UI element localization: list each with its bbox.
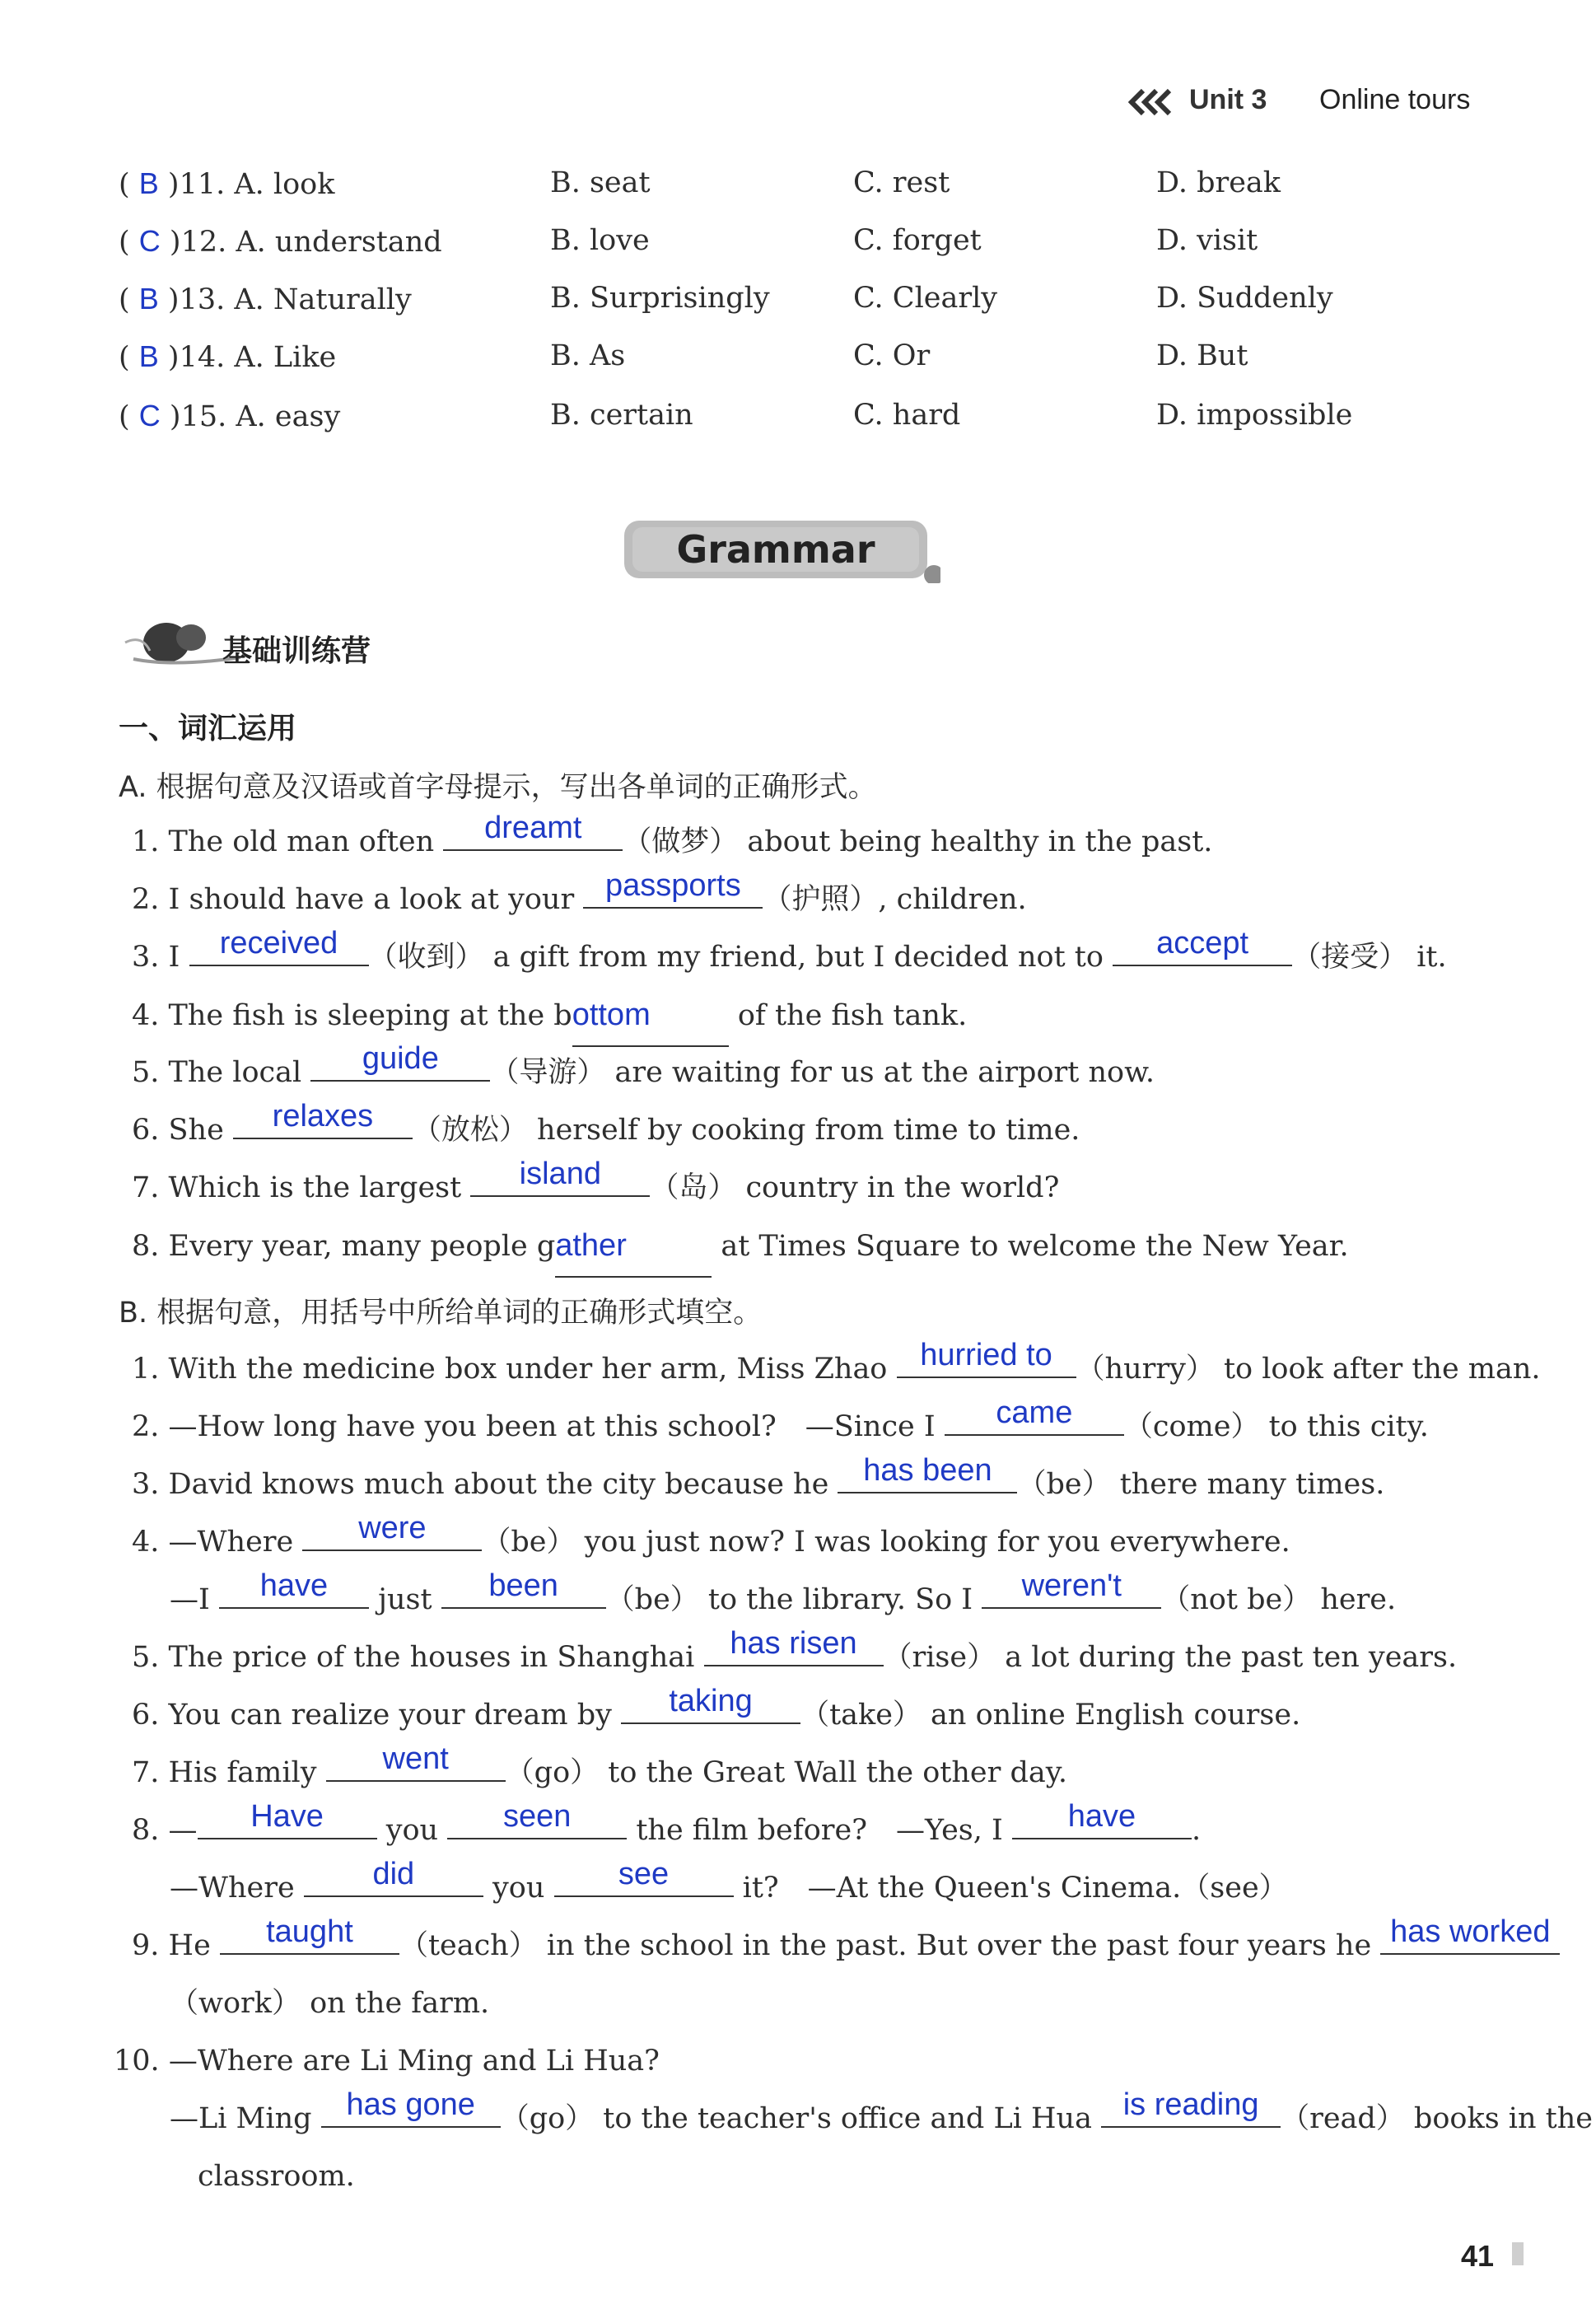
answer-blank (470, 1157, 650, 1197)
question-b6 (132, 1685, 1300, 1745)
answer: have (259, 1568, 329, 1603)
q-text: of the fish tank. (737, 999, 968, 1032)
option-c: C. Clearly (853, 282, 998, 315)
answer-blank (1113, 926, 1292, 966)
q-text: The old man often (168, 825, 435, 858)
q-text: Every year, many people g (168, 1230, 556, 1263)
question-b10-cont: classroom. (198, 2160, 355, 2193)
answer-blank (704, 1626, 884, 1666)
q-text: （hurry） to look after the man. (1076, 1353, 1541, 1386)
q-text: The local (168, 1056, 302, 1089)
mc-number: 14. (179, 341, 226, 374)
option-c: C. forget (853, 224, 982, 257)
answer-blank (310, 1041, 490, 1082)
q-text: Which is the largest (168, 1171, 462, 1204)
answer: weren't (1021, 1568, 1122, 1603)
q-text: you (385, 1814, 439, 1847)
q-text: （be） you just now? I was looking for you everywhere. (482, 1526, 1290, 1559)
mc-answer: C (138, 224, 161, 258)
answer-blank (945, 1395, 1124, 1436)
answer: see (618, 1857, 670, 1891)
q-text: I (168, 941, 180, 974)
mc-row: ( B )14. A. Like (119, 339, 337, 374)
answer-blank (233, 1099, 413, 1139)
option-a: A. easy (236, 400, 341, 433)
q-text: （take） an online English course. (800, 1699, 1301, 1732)
question-a1 (132, 812, 1212, 872)
option-a: A. understand (236, 226, 442, 259)
q-text: just (378, 1583, 432, 1616)
q-number: 1. (132, 825, 160, 858)
q-text: —Where (168, 1526, 294, 1559)
q-text: With the medicine box under her arm, Miss Zhao (168, 1353, 888, 1386)
answer-blank (1380, 1914, 1560, 1955)
answer: been (488, 1568, 558, 1603)
q-text: （come） to this city. (1123, 1410, 1429, 1443)
q-text: （be） to the library. So I (605, 1583, 973, 1616)
answer: passports (604, 868, 741, 903)
question-b9 (132, 1916, 1560, 1975)
answer: have (1067, 1799, 1136, 1834)
question-b10 (114, 2031, 660, 2091)
answer-blank (302, 1511, 482, 1551)
q-number: 7. (132, 1756, 160, 1789)
answer-blank (220, 1914, 399, 1955)
option-b: B. Surprisingly (550, 282, 770, 315)
question-b9-cont: （work） on the farm. (170, 1987, 490, 2020)
question-b3 (132, 1455, 1384, 1514)
q-text: （be） there many times. (1017, 1468, 1385, 1501)
section-heading: 一、词汇运用 (119, 712, 297, 746)
answer: is reading (1122, 2087, 1259, 2122)
option-b: B. certain (550, 399, 693, 432)
q-text: （放松） herself by cooking from time to time. (412, 1114, 1080, 1147)
mc-number: 15. (180, 400, 227, 433)
q-number: 4. (132, 999, 160, 1032)
answer-blank (198, 1799, 377, 1839)
q-text: You can realize your dream by (168, 1699, 612, 1732)
answer-blank (326, 1741, 506, 1782)
option-c: C. Or (853, 339, 931, 372)
q-text: you (492, 1872, 545, 1905)
q-number: 6. (132, 1114, 160, 1147)
question-a4 (132, 985, 967, 1047)
question-b8-followup (170, 1858, 1288, 1918)
question-b10-reply (170, 2089, 1593, 2148)
mc-number: 13. (179, 283, 226, 316)
q-number: 5. (132, 1056, 160, 1089)
question-a6 (132, 1101, 1080, 1160)
answer-blank (583, 868, 763, 909)
q-text: David knows much about the city because he (168, 1468, 829, 1501)
q-text: — (168, 1814, 198, 1847)
answer: relaxes (272, 1099, 374, 1133)
answer-blank (572, 985, 729, 1047)
q-number: 7. (132, 1171, 160, 1204)
unit-topic: Online tours (1319, 84, 1471, 115)
answer: seen (503, 1799, 572, 1834)
q-number: 2. (132, 883, 160, 916)
q-number: 2. (132, 1410, 160, 1443)
option-d: D. Suddenly (1156, 282, 1333, 315)
q-text: （teach） in the school in the past. But over the past four years he (399, 1929, 1372, 1962)
q-text: （导游） are waiting for us at the airport now. (490, 1056, 1155, 1089)
answer-blank (897, 1338, 1076, 1378)
option-a: A. Naturally (234, 283, 412, 316)
section-badge: 基础训练营 (222, 634, 371, 668)
answer-blank (555, 1216, 712, 1278)
question-a2 (132, 870, 1027, 929)
header-chevrons-icon (1128, 87, 1174, 120)
answer-blank (219, 1568, 369, 1609)
option-b: B. love (550, 224, 650, 257)
option-c: C. hard (853, 399, 961, 432)
unit-label: Unit 3 (1189, 84, 1267, 115)
answer: guide (362, 1041, 439, 1076)
q-text: —I (170, 1583, 210, 1616)
option-c: C. rest (853, 166, 950, 199)
q-number: 6. (132, 1699, 160, 1732)
grammar-title: Grammar (676, 527, 875, 572)
answer-blank (554, 1857, 734, 1897)
mc-answer: B (138, 339, 159, 373)
question-a3 (132, 928, 1447, 987)
q-text: . (1191, 1814, 1202, 1847)
question-a8 (132, 1216, 1349, 1278)
option-d: D. visit (1156, 224, 1258, 257)
mc-row: ( B )13. A. Naturally (119, 282, 412, 316)
question-b2 (132, 1397, 1429, 1456)
question-b7 (132, 1743, 1067, 1802)
q-text: —Where are Li Ming and Li Hua? (168, 2045, 660, 2078)
q-number: 5. (132, 1641, 160, 1674)
q-text: —Li Ming (170, 2102, 312, 2135)
q-text: —Where (170, 1872, 295, 1905)
q-number: 3. (132, 941, 160, 974)
q-text: （go） to the Great Wall the other day. (505, 1756, 1067, 1789)
option-a: A. Like (234, 341, 337, 374)
q-text: at Times Square to welcome the New Year. (721, 1230, 1349, 1263)
q-text: （read） books in the (1281, 2102, 1593, 2135)
answer-blank (443, 811, 623, 851)
q-text: I should have a look at your (168, 883, 575, 916)
question-a5 (132, 1043, 1155, 1102)
answer: Have (250, 1799, 324, 1834)
answer-blank (621, 1684, 800, 1724)
question-b5 (132, 1628, 1457, 1687)
q-text: （接受） it. (1292, 941, 1447, 974)
q-text: His family (168, 1756, 317, 1789)
answer: has worked (1390, 1914, 1551, 1949)
question-b4 (132, 1512, 1290, 1572)
answer-blank (982, 1568, 1161, 1609)
q-number: 3. (132, 1468, 160, 1501)
q-number: 9. (132, 1929, 160, 1962)
answer: ottom (572, 998, 651, 1032)
answer-blank (838, 1453, 1017, 1493)
answer: went (382, 1741, 449, 1776)
answer: has gone (346, 2087, 475, 2122)
page-tab-marker (1512, 2242, 1524, 2265)
q-text: She (168, 1114, 224, 1147)
answer-blank (189, 926, 369, 966)
answer: taught (266, 1914, 353, 1949)
q-text: The price of the houses in Shanghai (168, 1641, 695, 1674)
part-b-instruction: B. 根据句意，用括号中所给单词的正确形式填空。 (119, 1297, 763, 1330)
answer: were (358, 1511, 427, 1545)
question-b1 (132, 1339, 1541, 1399)
mc-row: ( C )12. A. understand (119, 224, 442, 259)
mc-number: 12. (180, 226, 227, 259)
option-d: D. break (1156, 166, 1281, 199)
q-text: —How long have you been at this school? —Since I (168, 1410, 936, 1443)
mc-answer: B (138, 166, 159, 200)
answer: has risen (730, 1626, 857, 1661)
answer: hurried to (920, 1338, 1052, 1372)
answer-blank (1101, 2087, 1281, 2128)
q-text: （收到） a gift from my friend, but I decided not to (368, 941, 1104, 974)
option-d: D. impossible (1156, 399, 1353, 432)
page-number: 41 (1461, 2239, 1495, 2273)
answer: has been (863, 1453, 992, 1488)
answer: ather (555, 1228, 627, 1263)
mc-answer: C (138, 399, 161, 432)
mc-answer: B (138, 282, 159, 316)
option-b: B. seat (550, 166, 651, 199)
answer: dreamt (484, 811, 582, 845)
q-number: 8. (132, 1814, 160, 1847)
answer-blank (1012, 1799, 1192, 1839)
q-text: it? —At the Queen's Cinema.（see） (742, 1872, 1288, 1905)
q-text: He (168, 1929, 211, 1962)
mc-number: 11. (179, 168, 226, 201)
answer-blank (447, 1799, 627, 1839)
q-text: （岛） country in the world? (650, 1171, 1060, 1204)
answer: came (996, 1395, 1073, 1430)
question-b8 (132, 1801, 1201, 1860)
q-text: （not be） here. (1161, 1583, 1397, 1616)
answer: did (372, 1857, 415, 1891)
question-b4-reply (170, 1570, 1396, 1629)
q-text: the film before? —Yes, I (636, 1814, 1003, 1847)
answer: island (519, 1157, 601, 1191)
q-number: 1. (132, 1353, 160, 1386)
q-number: 10. (114, 2045, 160, 2078)
q-number: 8. (132, 1230, 160, 1263)
answer-blank (321, 2087, 501, 2128)
question-a7 (132, 1158, 1059, 1218)
answer: taking (669, 1684, 753, 1718)
q-text: （go） to the teacher's office and Li Hua (500, 2102, 1092, 2135)
q-text: （做梦） about being healthy in the past. (623, 825, 1213, 858)
q-text: The fish is sleeping at the b (168, 999, 572, 1032)
answer: accept (1156, 926, 1249, 961)
answer: received (219, 926, 338, 961)
option-d: D. But (1156, 339, 1248, 372)
q-text: （护照）, children. (763, 883, 1027, 916)
q-number: 4. (132, 1526, 160, 1559)
answer-blank (441, 1568, 606, 1609)
q-text: （rise） a lot during the past ten years. (883, 1641, 1458, 1674)
option-a: A. look (234, 168, 335, 201)
mc-row: ( C )15. A. easy (119, 399, 341, 433)
part-a-instruction: A. 根据句意及汉语或首字母提示，写出各单词的正确形式。 (119, 771, 877, 804)
grammar-banner (611, 517, 940, 583)
answer-blank (304, 1857, 483, 1897)
option-b: B. As (550, 339, 626, 372)
mc-row: ( B )11. A. look (119, 166, 335, 201)
